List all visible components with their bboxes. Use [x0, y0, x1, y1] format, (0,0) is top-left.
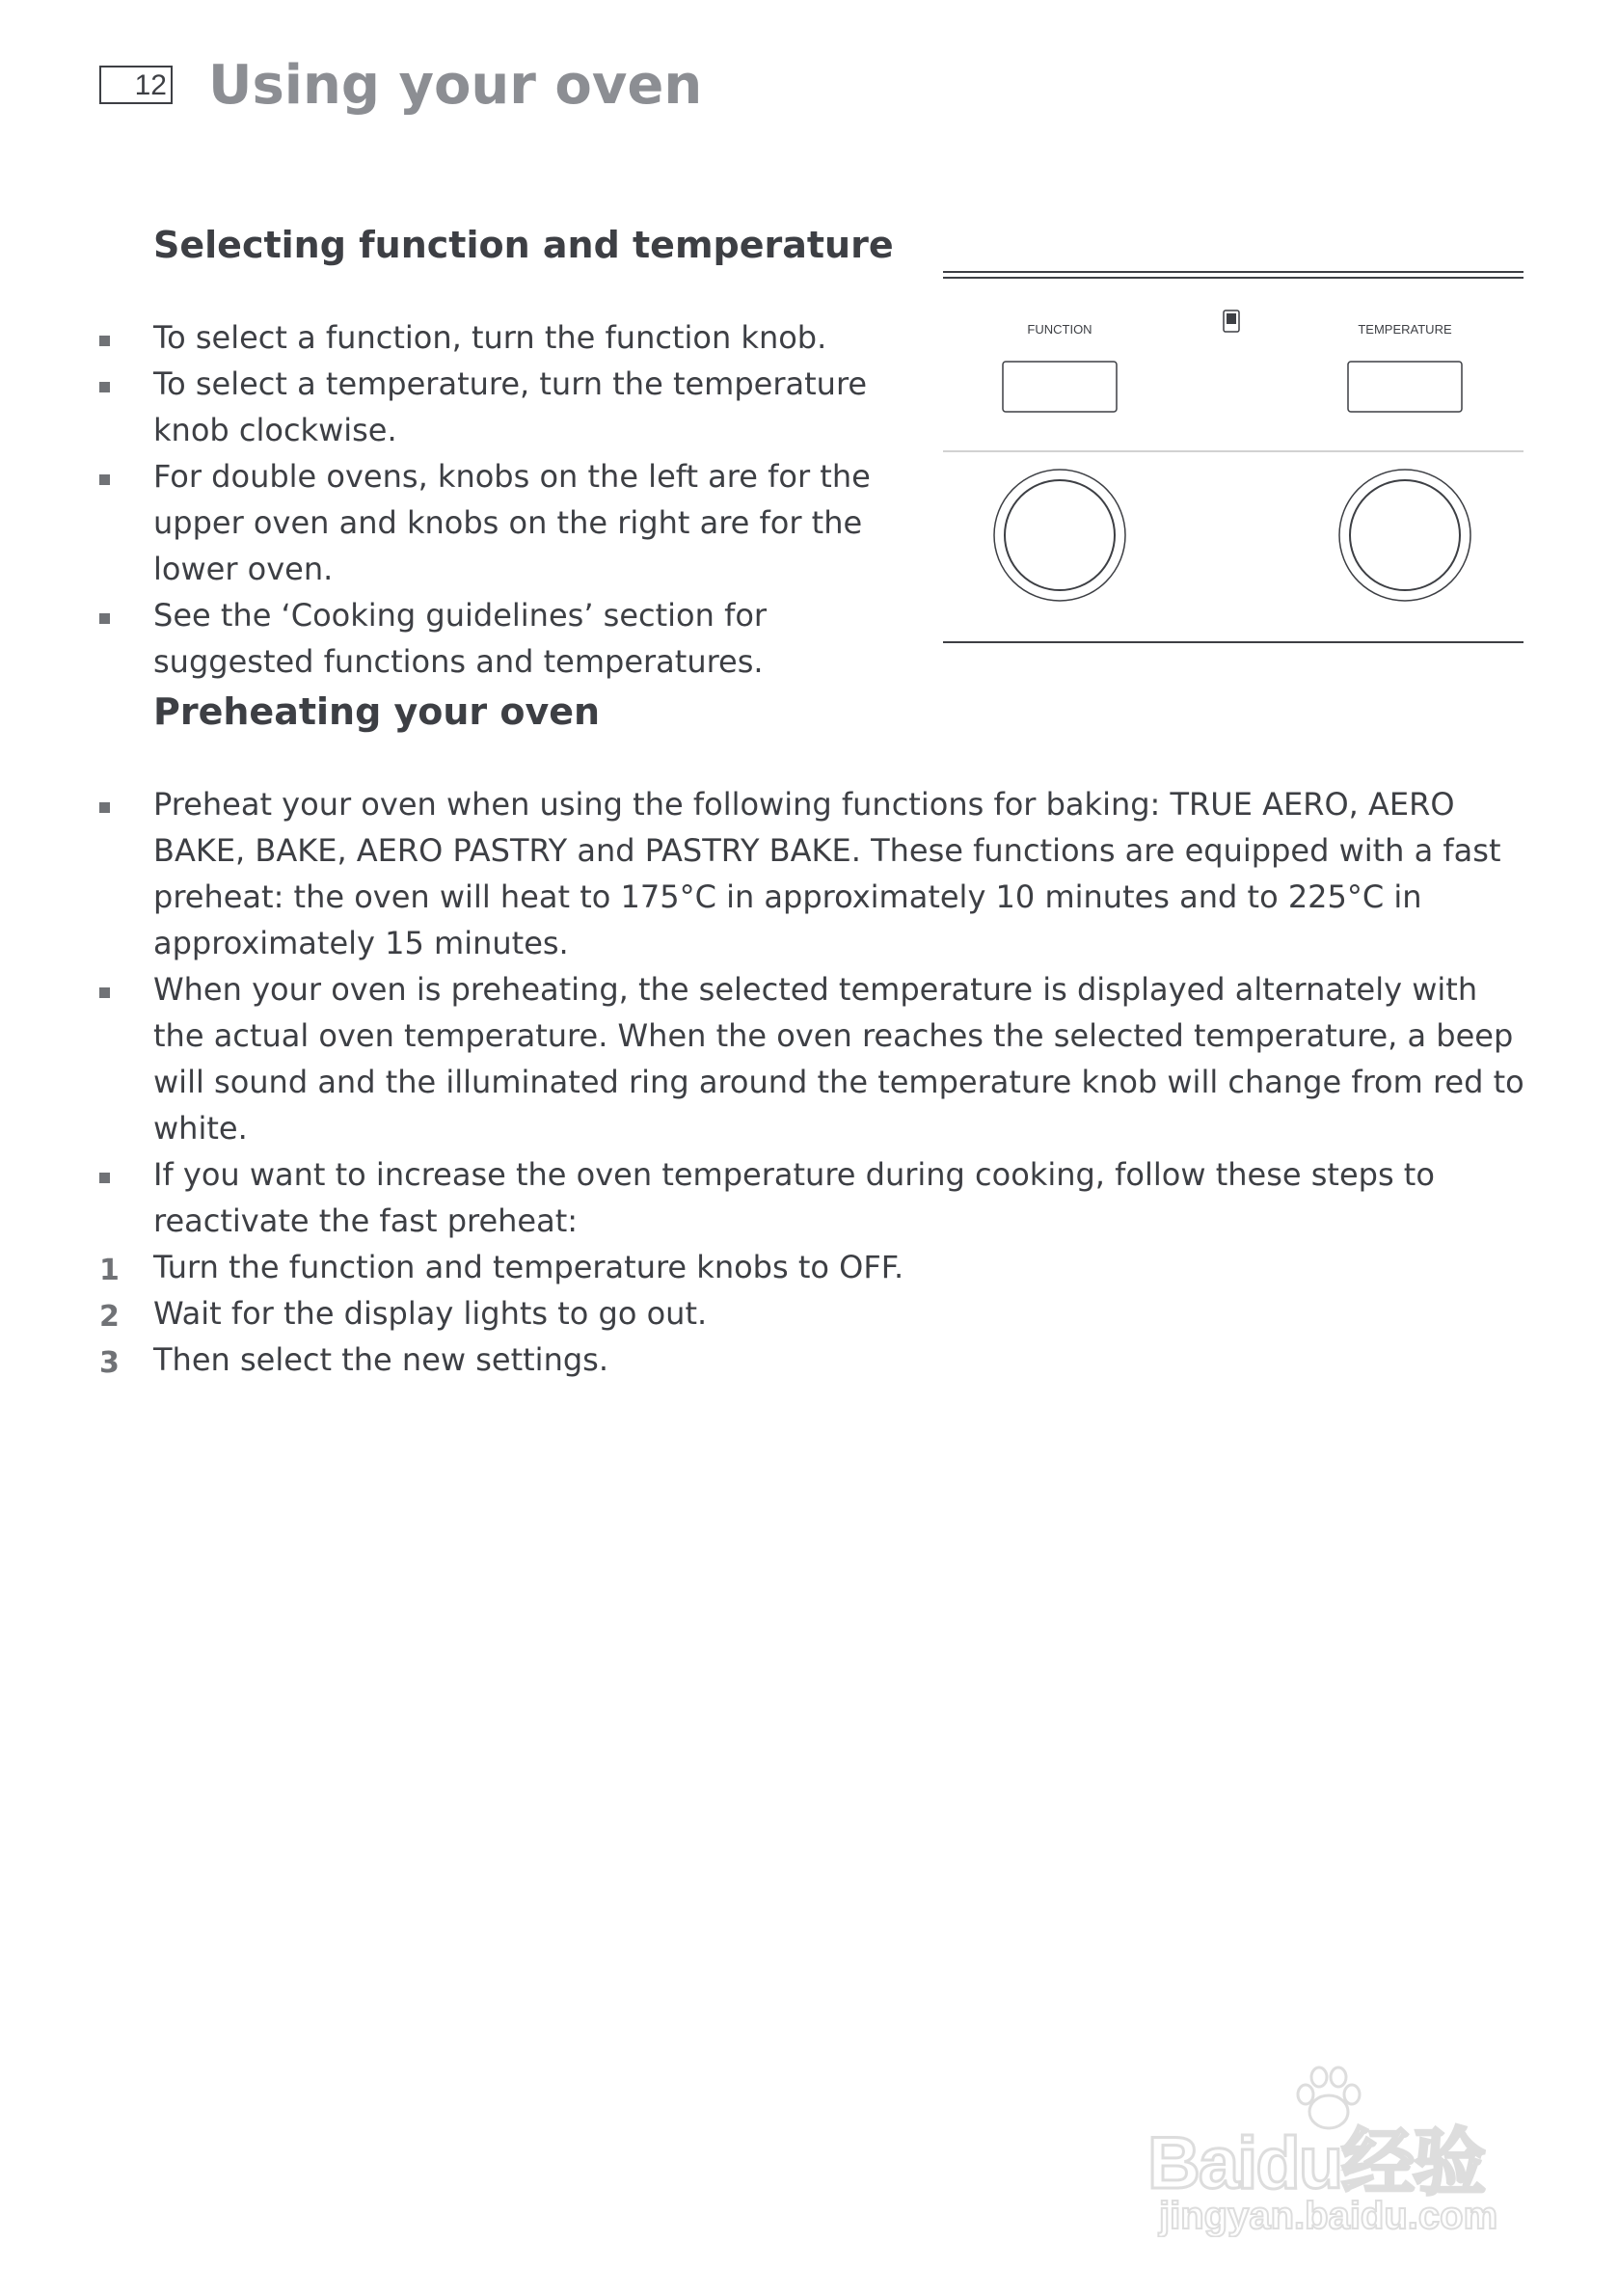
page-number: 12 — [99, 66, 173, 104]
function-label: FUNCTION — [1027, 322, 1092, 337]
list-item: For double ovens, knobs on the left are for the upper oven and knobs on the right are for the lower oven. — [96, 453, 906, 592]
step-text: Wait for the display lights to go out. — [153, 1295, 708, 1332]
watermark-brand: Baidu经验 — [1147, 2122, 1485, 2204]
list-item: When your oven is preheating, the selected temperature is displayed alternately with the actual oven temperature. When the oven reaches the selected temperature, a beep will sound and the illuminated ring around the temperature knob will change from red to white. — [96, 966, 1533, 1151]
step-item — [96, 1290, 1533, 1337]
step-item — [96, 1244, 1533, 1290]
step-text: Then select the new settings. — [153, 1341, 608, 1378]
temperature-display — [1348, 362, 1462, 412]
section-heading-preheat: Preheating your oven — [153, 690, 601, 733]
step-number: 3 — [99, 1346, 120, 1380]
list-item: To select a function, turn the function knob. — [96, 314, 906, 361]
step-number: 2 — [99, 1300, 120, 1334]
step-number: 1 — [99, 1254, 120, 1287]
step-text: Turn the function and temperature knobs to OFF. — [153, 1249, 904, 1285]
watermark-url: jingyan.baidu.com — [1159, 2195, 1498, 2237]
control-panel-diagram — [943, 270, 1524, 646]
temperature-label: TEMPERATURE — [1358, 322, 1452, 337]
baidu-watermark — [1147, 2054, 1552, 2247]
indicator-icon — [1224, 311, 1239, 332]
select-bullet-list — [96, 314, 906, 685]
list-item: See the ‘Cooking guidelines’ section for suggested functions and temperatures. — [96, 592, 906, 685]
control-panel-svg — [943, 270, 1524, 646]
list-item: If you want to increase the oven temperature during cooking, follow these steps to reactivate the fast preheat: — [96, 1151, 1533, 1244]
section-heading-select: Selecting function and temperature — [153, 224, 894, 266]
list-item: To select a temperature, turn the temperature knob clockwise. — [96, 361, 906, 453]
page-title: Using your oven — [208, 54, 703, 117]
step-item — [96, 1337, 1533, 1383]
preheat-bullet-list — [96, 781, 1533, 1383]
function-knob[interactable] — [994, 470, 1125, 601]
temperature-knob[interactable] — [1339, 470, 1470, 601]
list-item: Preheat your oven when using the following functions for baking: TRUE AERO, AERO BAKE, BAKE, AERO PASTRY and PASTRY BAKE. These functions are equipped with a fast preheat: the oven will heat to 175°C in approximately 10 minutes and to 225°C in approximately 15 minutes. — [96, 781, 1533, 966]
function-display — [1003, 362, 1117, 412]
